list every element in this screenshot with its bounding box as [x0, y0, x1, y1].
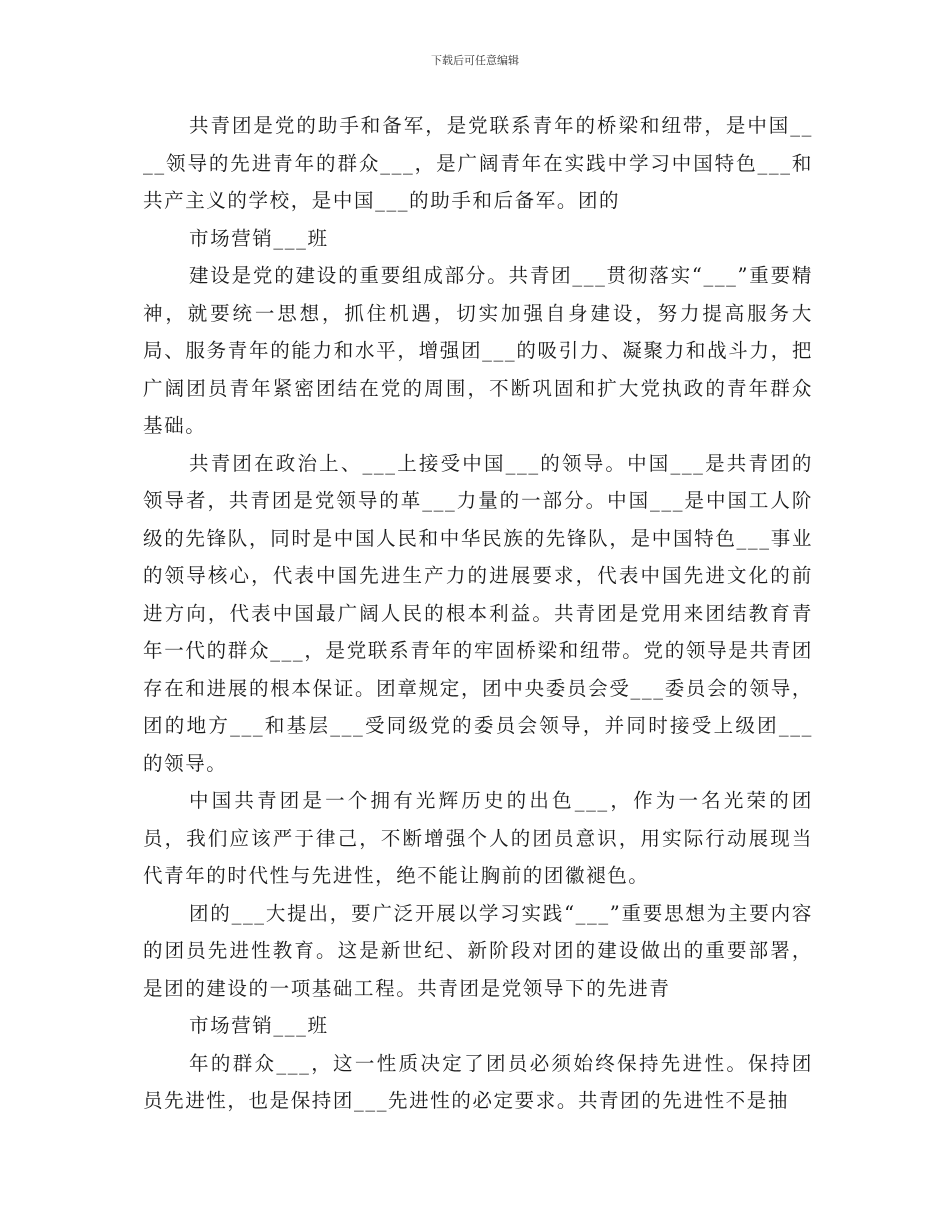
document-body	[143, 107, 813, 1120]
paragraph: 建设是党的建设的重要组成部分。共青团___贯彻落实“___”重要精神，就要统一思想，抓住机遇，切实加强自身建设，努力提高服务大局、服务青年的能力和水平，增强团___的吸引力、凝聚力和战斗力，把广阔团员青年紧密团结在党的周围，不断巩固和扩大党执政的青年群众基础。	[143, 264, 813, 437]
paragraph: 中国共青团是一个拥有光辉历史的出色___，作为一名光荣的团员，我们应该严于律己，不断增强个人的团员意识，用实际行动展现当代青年的时代性与先进性，绝不能让胸前的团徽褪色。	[143, 789, 813, 887]
paragraph: 年的群众___，这一性质决定了团员必须始终保持先进性。保持团员先进性，也是保持团___先进性的必定要求。共青团的先进性不是抽	[143, 1051, 813, 1112]
paragraph: 共青团在政治上、___上接受中国___的领导。中国___是共青团的领导者，共青团是党领导的革___力量的一部分。中国___是中国工人阶级的先锋队，同时是中国人民和中华民族的先锋队，是中国特色___事业的领导核心，代表中国先进生产力的进展要求，代表中国先进文化的前进方向，代表中国最广阔人民的根本利益。共青团是党用来团结教育青年一代的群众___，是党联系青年的牢固桥梁和纽带。党的领导是共青团存在和进展的根本保证。团章规定，团中央委员会受___委员会的领导，团的地方___和基层___受同级党的委员会领导，并同时接受上级团___的领导。	[143, 451, 813, 775]
page-header: 下载后可任意编辑	[431, 54, 519, 67]
section-label: 市场营销___班	[189, 1014, 329, 1037]
paragraph: 团的___大提出，要广泛开展以学习实践“___”重要思想为主要内容的团员先进性教育。这是新世纪、新阶段对团的建设做出的重要部署，是团的建设的一项基础工程。共青团是党领导下的先进青	[143, 901, 813, 1000]
section-label: 市场营销___班	[189, 226, 329, 250]
paragraph: 共青团是党的助手和备军，是党联系青年的桥梁和纽带，是中国____领导的先进青年的群众___，是广阔青年在实践中学习中国特色___和共产主义的学校，是中国___的助手和后备军。团的	[143, 114, 813, 212]
